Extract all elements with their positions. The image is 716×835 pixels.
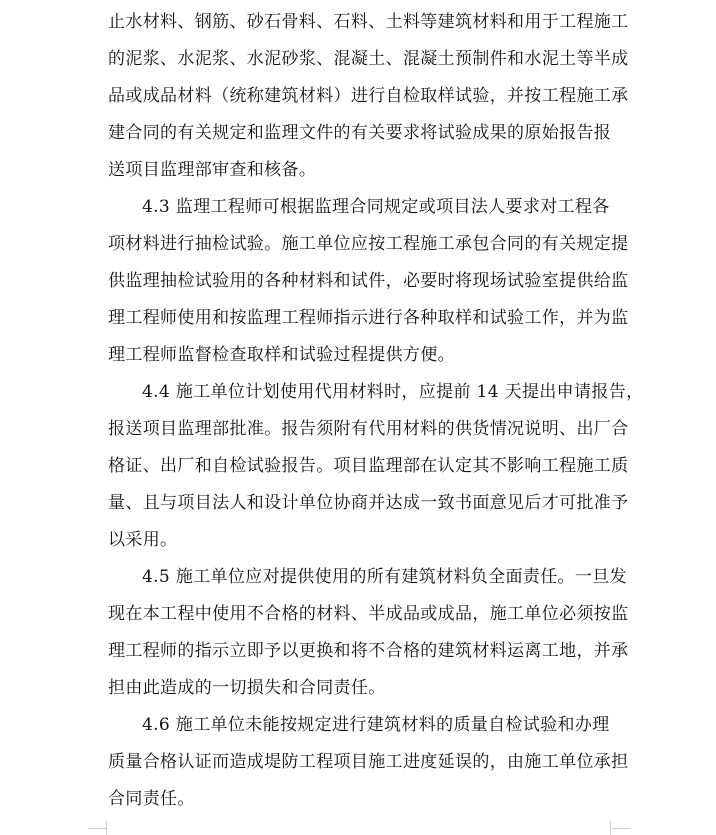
crop-mark-bottom-left [88, 828, 106, 829]
paragraph-4-3 [108, 189, 629, 374]
text-line: 项材料进行抽检试验。施工单位应按工程施工承包合同的有关规定提 [108, 234, 629, 254]
text-line: 理工程师监督检查取样和试验过程提供方便。 [108, 345, 455, 365]
text-line: 量、且与项目法人和设计单位协商并达成一致书面意见后才可批准予 [108, 493, 629, 513]
crop-mark-bottom-left-vertical [106, 821, 107, 835]
text-line: 担由此造成的一切损失和合同责任。 [108, 678, 386, 698]
text-line: 供监理抽检试验用的各种材料和试件，必要时将现场试验室提供给监 [108, 271, 629, 291]
text-line: 格证、出厂和自检试验报告。项目监理部在认定其不影响工程施工质 [108, 456, 629, 476]
text-line: 报送项目监理部批准。报告须附有代用材料的供货情况说明、出厂合 [108, 419, 629, 439]
text-line: 建合同的有关规定和监理文件的有关要求将试验成果的原始报告报 [108, 123, 612, 143]
text-line: 以采用。 [108, 530, 178, 550]
paragraph-4-4 [108, 374, 644, 559]
paragraph-continuation [108, 4, 629, 189]
text-line: 4.3 监理工程师可根据监理合同规定或项目法人要求对工程各 [142, 197, 610, 217]
text-line: 现在本工程中使用不合格的材料、半成品或成品，施工单位必须按监 [108, 604, 629, 624]
text-line: 的泥浆、水泥浆、水泥砂浆、混凝土、混凝土预制件和水泥土等半成 [108, 49, 629, 69]
text-line: 止水材料、钢筋、砂石骨料、石料、土料等建筑材料和用于工程施工 [108, 12, 629, 32]
text-line: 品或成品材料（统称建筑材料）进行自检取样试验，并按工程施工承 [108, 86, 629, 106]
crop-mark-bottom-right [612, 828, 630, 829]
crop-mark-bottom-right-vertical [610, 821, 611, 835]
text-line: 4.4 施工单位计划使用代用材料时，应提前 14 天提出申请报告， [142, 382, 644, 402]
text-line: 理工程师使用和按监理工程师指示进行各种取样和试验工作，并为监 [108, 308, 629, 328]
paragraph-4-6 [108, 707, 629, 818]
paragraph-4-5 [108, 559, 629, 707]
text-line: 送项目监理部审查和核备。 [108, 160, 317, 180]
text-line: 4.5 施工单位应对提供使用的所有建筑材料负全面责任。一旦发 [142, 567, 627, 587]
text-line: 4.6 施工单位未能按规定进行建筑材料的质量自检试验和办理 [142, 715, 610, 735]
body-text [108, 4, 644, 818]
text-line: 质量合格认证而造成堤防工程项目施工进度延误的，由施工单位承担 [108, 752, 629, 772]
text-line: 理工程师的指示立即予以更换和将不合格的建筑材料运离工地，并承 [108, 641, 629, 661]
text-line: 合同责任。 [108, 789, 195, 809]
